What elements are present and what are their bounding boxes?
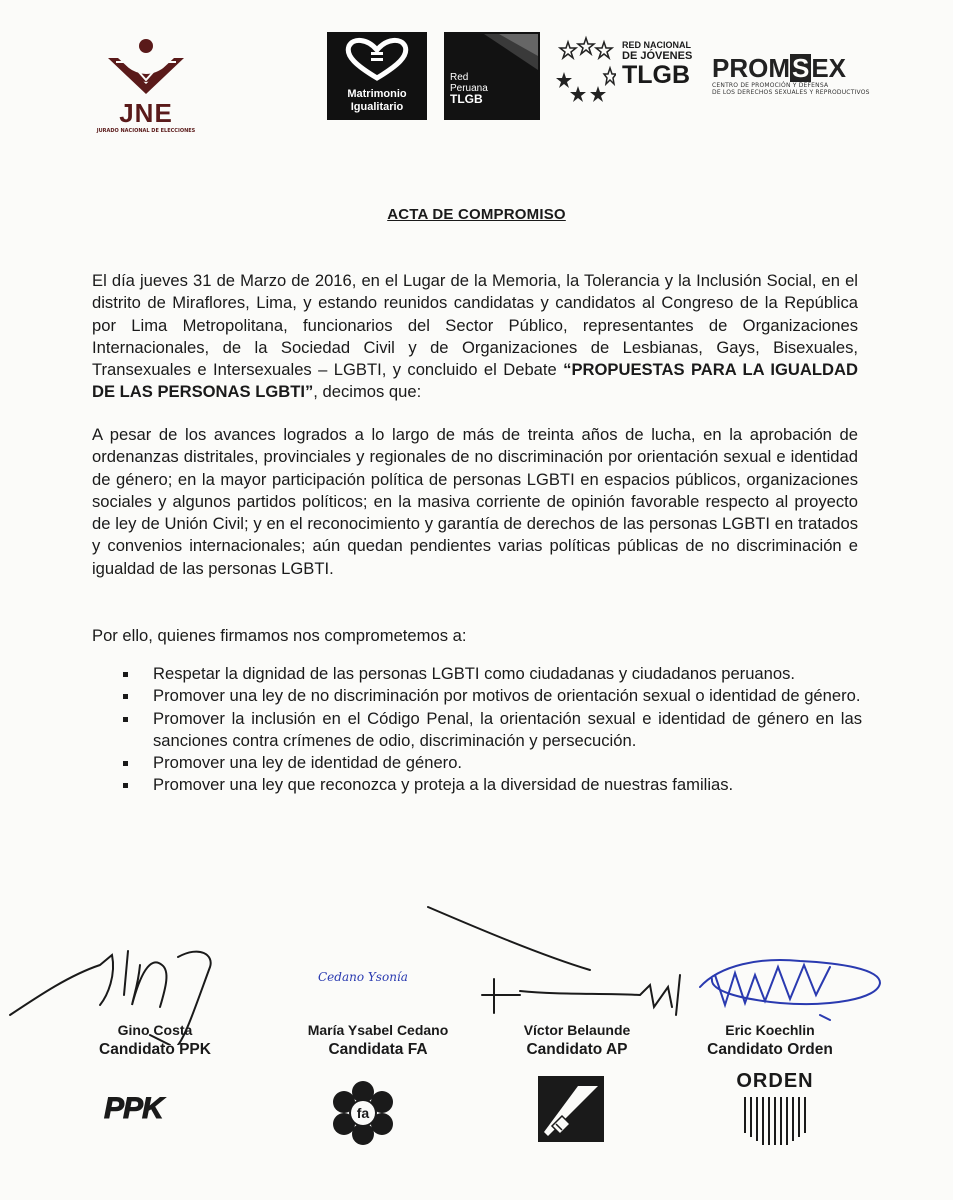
commitment-text: Promover una ley de identidad de género. (153, 753, 463, 773)
matrimonio-line1: Matrimonio (347, 88, 407, 100)
red-peruana-line3: TLGB (450, 92, 483, 106)
bullet-icon (123, 717, 128, 722)
commitment-text: Respetar la dignidad de las personas LGBTI como ciudadanas y ciudadanos peruanos. (153, 664, 796, 683)
matrimonio-text (331, 88, 423, 114)
promsex-logo (712, 54, 872, 96)
jne-emblem-icon (96, 36, 196, 100)
promsex-s: S (792, 53, 810, 83)
bullet-icon (123, 783, 128, 788)
rnj-tlgb: TLGB (622, 61, 691, 89)
document-title: ACTA DE COMPROMISO (387, 206, 566, 223)
rnj-line2: DE JÓVENES (622, 50, 693, 62)
rnj-line1: RED NACIONAL (622, 40, 691, 50)
list-item (92, 663, 862, 685)
signer-name: Víctor Belaunde (523, 1022, 631, 1038)
ap-party-logo (538, 1076, 604, 1142)
light-rays-icon (444, 32, 540, 72)
list-item (92, 752, 862, 774)
fa-party-logo (330, 1080, 396, 1146)
stars-icon (556, 34, 616, 104)
commitment-text: Promover una ley que reconozca y proteja a la diversidad de nuestras familias. (153, 775, 734, 795)
red-nacional-jovenes-logo (622, 40, 702, 88)
paragraph-intro (92, 270, 858, 404)
red-peruana-line1: Red (450, 72, 469, 83)
ppk-text: PPK (104, 1092, 163, 1125)
matrimonio-line2: Igualitario (350, 101, 404, 113)
bullet-icon (123, 672, 128, 677)
ppk-party-logo (104, 1092, 184, 1132)
signer-eric-koechlin (680, 1020, 860, 1060)
jne-word: JNE (119, 98, 173, 128)
handwritten-signature-cedano: Cedano Ysonía (318, 970, 408, 984)
commitment-text: Promover una ley de no discriminación por motivos de orientación sexual o identidad de género. (153, 686, 861, 706)
signer-name: Gino Costa (117, 1022, 193, 1038)
signer-gino-costa (60, 1020, 250, 1060)
red-peruana-text (450, 72, 488, 106)
signer-role: Candidato PPK (99, 1041, 211, 1058)
commitments-list (92, 663, 862, 797)
heart-hands-icon (327, 32, 427, 88)
promsex-sub1: CENTRO DE PROMOCIÓN Y DEFENSA (712, 82, 829, 89)
promsex-prefix: PROM (712, 53, 790, 83)
jne-logo (96, 36, 196, 136)
intro-tail: , decimos que: (313, 382, 422, 402)
orden-party-logo (735, 1070, 815, 1150)
list-item (92, 685, 862, 707)
signer-name: María Ysabel Cedano (307, 1022, 449, 1038)
signer-victor-belaunde (487, 1020, 667, 1060)
fa-text: fa (356, 1105, 370, 1121)
header-logos (0, 28, 953, 138)
signature-victor-belaunde (428, 907, 680, 1015)
promsex-sub2: DE LOS DERECHOS SEXUALES Y REPRODUCTIVOS (712, 89, 870, 96)
signer-role: Candidato Orden (707, 1041, 833, 1058)
orden-lines-icon (735, 1093, 815, 1147)
promsex-suffix: EX (811, 53, 847, 83)
shovel-icon (538, 1076, 604, 1142)
debate-title: “PROPUESTAS PARA LA IGUALDAD DE LAS PERSONAS LGBTI” (92, 360, 858, 402)
red-peruana-tlgb-logo (444, 32, 540, 120)
signer-role: Candidato AP (526, 1041, 628, 1058)
flower-icon (330, 1080, 396, 1146)
stars-circle-logo (556, 34, 616, 104)
list-item (92, 708, 862, 753)
signer-name: Eric Koechlin (725, 1022, 815, 1038)
bullet-icon (123, 761, 128, 766)
signer-role: Candidata FA (328, 1041, 428, 1058)
red-peruana-line2: Peruana (450, 83, 488, 94)
list-item (92, 774, 862, 796)
bullet-icon (123, 694, 128, 699)
commitment-text: Promover la inclusión en el Código Penal, la orientación sexual e identidad de género en las sanciones contra crímenes de odio, discriminación y persecución. (153, 708, 862, 750)
promsex-word (712, 54, 872, 82)
signer-maria-ysabel-cedano (278, 1020, 478, 1060)
signature-eric-koechlin (700, 960, 880, 1020)
intro-text: El día jueves 31 de Marzo de 2016, en el Lugar de la Memoria, la Tolerancia y la Inclusión Social, en el distrito de Miraflores, Lima, y estando reunidos candidatas y candidatos al Congreso de la República por Lima Metropolitana, funcionarios del Sector Público, representantes de Organizaciones Internacionales, de la Sociedad Civil y de Organizaciones de Lesbianas, Gays, Bisexuales, Transexuales e Intersexuales – LGBTI, y concluido el Debate (92, 271, 858, 380)
jne-subtitle: JURADO NACIONAL DE ELECCIONES (96, 128, 196, 134)
paragraph-commitment-lead: Por ello, quienes firmamos nos comprometemos a: (92, 626, 467, 645)
orden-text: ORDEN (736, 1070, 814, 1092)
matrimonio-igualitario-logo (327, 32, 427, 120)
paragraph-context: A pesar de los avances logrados a lo largo de más de treinta años de lucha, en la aprobación de ordenanzas distritales, provinciales y regionales de no discriminación por orientación sexual e identidad de género; en la mayor participación política de personas LGBTI en espacios públicos, organizaciones sociales y algunos partidos políticos; en la masiva corriente de opinión favorable respecto al proyecto de ley de Unión Civil; y en el reconocimiento y garantía de derechos de las personas LGBTI en tratados y convenios internacionales; aún quedan pendientes varias políticas públicas de no discriminación e igualdad de las personas LGBTI. (92, 425, 858, 578)
